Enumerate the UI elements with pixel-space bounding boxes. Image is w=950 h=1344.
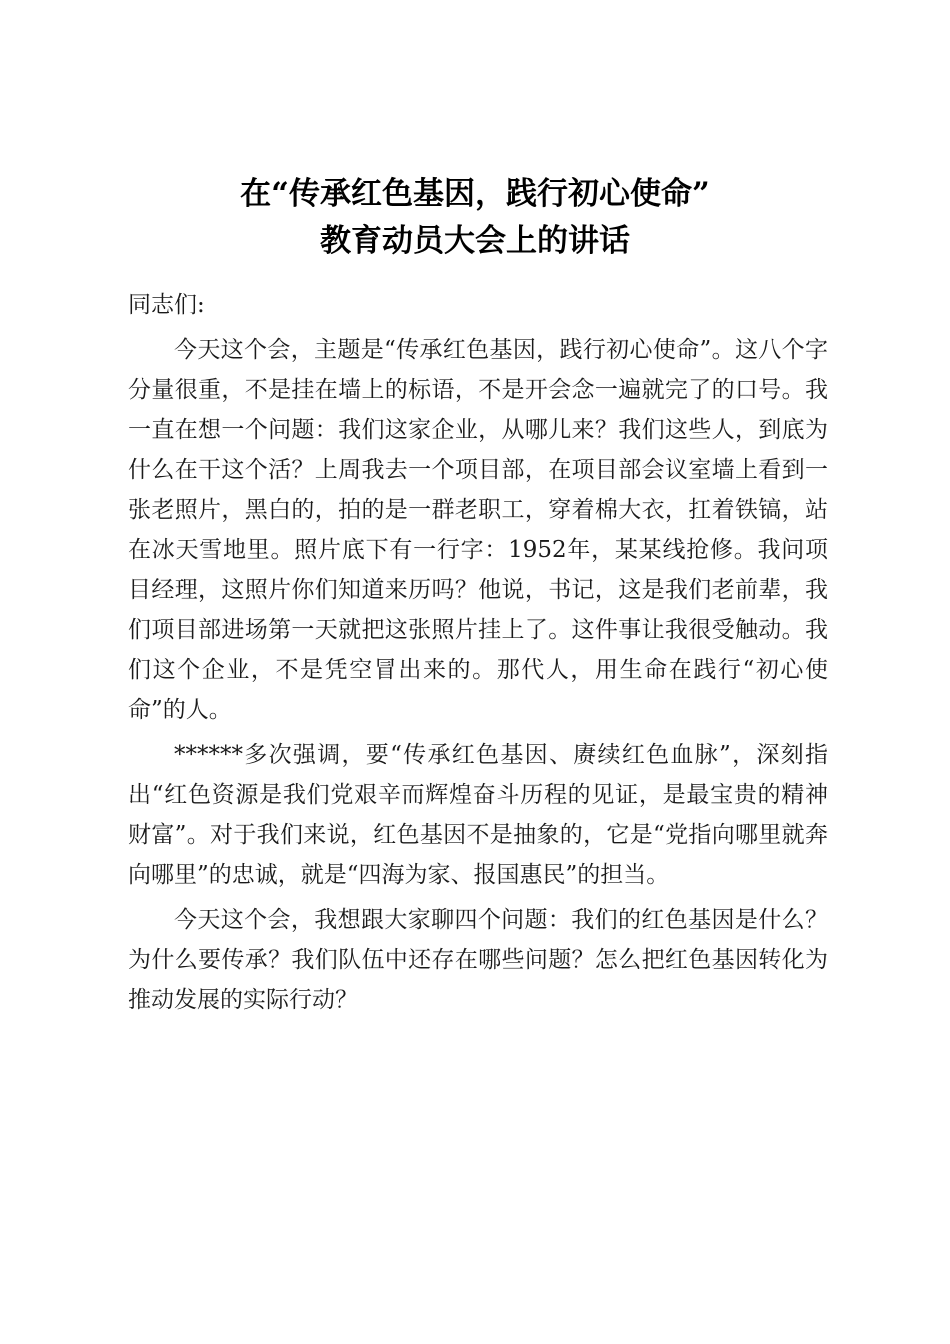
document-title-line-1: 在“传承红色基因，践行初心使命” — [240, 176, 710, 212]
paragraph-3: 今天这个会，我想跟大家聊四个问题：我们的红色基因是什么？为什么要传承？我们队伍中还存在哪些问题？怎么把红色基因转化为推动发展的实际行动？ — [128, 907, 828, 1013]
paragraph-1: 今天这个会，主题是“传承红色基因，践行初心使命”。这八个字分量很重，不是挂在墙上的标语，不是开会念一遍就完了的口号。我一直在想一个问题：我们这家企业，从哪儿来？我们这些人，到底为什么在干这个活？上周我去一个项目部，在项目部会议室墙上看到一张老照片，黑白的，拍的是一群老职工，穿着棉大衣，扛着铁镐，站在冰天雪地里。照片底下有一行字：1952年，某某线抢修。我问项目经理，这照片你们知道来历吗？他说，书记，这是我们老前辈，我们项目部进场第一天就把这张照片挂上了。这件事让我很受触动。我们这个企业，不是凭空冒出来的。那代人，用生命在践行“初心使命”的人。 — [128, 337, 828, 723]
paragraph-2: ******多次强调，要“传承红色基因、赓续红色血脉”，深刻指出“红色资源是我们党艰辛而辉煌奋斗历程的见证，是最宝贵的精神财富”。对于我们来说，红色基因不是抽象的，它是“党指向哪里就奔向哪里”的忠诚，就是“四海为家、报国惠民”的担当。 — [128, 742, 828, 888]
document-body — [128, 285, 828, 1020]
salutation: 同志们: — [128, 292, 205, 318]
document-title-line-2: 教育动员大会上的讲话 — [320, 223, 630, 259]
